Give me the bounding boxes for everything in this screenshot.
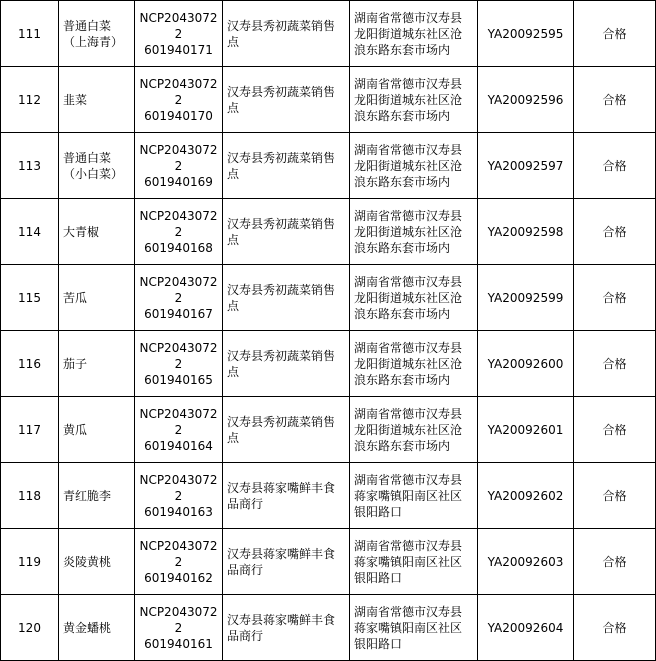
- sample-code-line: 601940161: [144, 636, 213, 651]
- sample-name-line: （小白菜）: [63, 166, 124, 181]
- sample-name-cell: [59, 331, 135, 397]
- row-number-cell: 118: [1, 463, 59, 529]
- vendor-address-cell: 湖南省常德市汉寿县蒋家嘴镇阳南区社区银阳路口: [350, 529, 478, 595]
- sample-name-cell: [59, 529, 135, 595]
- report-number-cell: YA20092602: [478, 463, 574, 529]
- table-row: [1, 529, 656, 595]
- row-number-cell: 115: [1, 265, 59, 331]
- sample-code-line: 601940162: [144, 570, 213, 585]
- sample-name-line: 青红脆李: [63, 488, 112, 503]
- table-row: [1, 1, 656, 67]
- table-row: [1, 265, 656, 331]
- sample-code-line: 601940165: [144, 372, 213, 387]
- sample-name-line: 炎陵黄桃: [63, 554, 112, 569]
- sample-code-line: NCP20430722: [139, 10, 218, 41]
- sample-code-line: NCP20430722: [139, 604, 218, 635]
- result-cell: 合格: [574, 331, 656, 397]
- row-number-cell: 112: [1, 67, 59, 133]
- sample-code-line: 601940164: [144, 438, 213, 453]
- sample-code-cell: [135, 133, 223, 199]
- vendor-name-cell: 汉寿县秀初蔬菜销售点: [223, 199, 350, 265]
- sample-code-line: NCP20430722: [139, 208, 218, 239]
- vendor-name-cell: 汉寿县蒋家嘴鲜丰食品商行: [223, 595, 350, 661]
- table-row: [1, 331, 656, 397]
- report-number-cell: YA20092595: [478, 1, 574, 67]
- vendor-address-cell: 湖南省常德市汉寿县龙阳街道城东社区沧浪东路东套市场内: [350, 67, 478, 133]
- report-number-cell: YA20092596: [478, 67, 574, 133]
- sample-name-cell: [59, 397, 135, 463]
- row-number-cell: 111: [1, 1, 59, 67]
- sample-code-line: NCP20430722: [139, 538, 218, 569]
- result-cell: 合格: [574, 67, 656, 133]
- table-row: [1, 199, 656, 265]
- row-number-cell: 116: [1, 331, 59, 397]
- table-row: [1, 463, 656, 529]
- sample-code-cell: [135, 463, 223, 529]
- row-number-cell: 114: [1, 199, 59, 265]
- vendor-name-cell: 汉寿县秀初蔬菜销售点: [223, 133, 350, 199]
- sample-name-line: 茄子: [63, 356, 88, 371]
- sample-name-line: 韭菜: [63, 92, 88, 107]
- sample-code-cell: [135, 199, 223, 265]
- table-row: [1, 133, 656, 199]
- sample-code-cell: [135, 397, 223, 463]
- vendor-name-cell: 汉寿县蒋家嘴鲜丰食品商行: [223, 463, 350, 529]
- table-row: [1, 67, 656, 133]
- sample-name-cell: [59, 133, 135, 199]
- vendor-name-cell: 汉寿县秀初蔬菜销售点: [223, 397, 350, 463]
- result-cell: 合格: [574, 133, 656, 199]
- sample-name-cell: [59, 199, 135, 265]
- vendor-address-cell: 湖南省常德市汉寿县龙阳街道城东社区沧浪东路东套市场内: [350, 265, 478, 331]
- table-row: [1, 397, 656, 463]
- table-row: [1, 595, 656, 661]
- vendor-address-cell: 湖南省常德市汉寿县龙阳街道城东社区沧浪东路东套市场内: [350, 1, 478, 67]
- sample-code-cell: [135, 67, 223, 133]
- sample-code-cell: [135, 265, 223, 331]
- report-number-cell: YA20092603: [478, 529, 574, 595]
- sample-name-line: 普通白菜: [63, 150, 112, 165]
- vendor-name-cell: 汉寿县蒋家嘴鲜丰食品商行: [223, 529, 350, 595]
- report-number-cell: YA20092601: [478, 397, 574, 463]
- sample-code-line: NCP20430722: [139, 274, 218, 305]
- sample-code-line: 601940168: [144, 240, 213, 255]
- sample-code-line: 601940167: [144, 306, 213, 321]
- row-number-cell: 120: [1, 595, 59, 661]
- sample-code-line: NCP20430722: [139, 340, 218, 371]
- report-number-cell: YA20092604: [478, 595, 574, 661]
- vendor-address-cell: 湖南省常德市汉寿县蒋家嘴镇阳南区社区银阳路口: [350, 463, 478, 529]
- sample-code-line: 601940163: [144, 504, 213, 519]
- sample-name-line: 大青椒: [63, 224, 100, 239]
- sample-code-line: NCP20430722: [139, 76, 218, 107]
- result-cell: 合格: [574, 595, 656, 661]
- result-cell: 合格: [574, 199, 656, 265]
- sample-name-line: 普通白菜: [63, 18, 112, 33]
- sample-name-line: 黄瓜: [63, 422, 88, 437]
- result-cell: 合格: [574, 529, 656, 595]
- result-cell: 合格: [574, 463, 656, 529]
- vendor-name-cell: 汉寿县秀初蔬菜销售点: [223, 1, 350, 67]
- sample-code-line: NCP20430722: [139, 406, 218, 437]
- result-cell: 合格: [574, 265, 656, 331]
- sample-code-line: 601940170: [144, 108, 213, 123]
- sample-name-cell: [59, 265, 135, 331]
- report-number-cell: YA20092599: [478, 265, 574, 331]
- sample-code-cell: [135, 529, 223, 595]
- report-number-cell: YA20092598: [478, 199, 574, 265]
- row-number-cell: 113: [1, 133, 59, 199]
- row-number-cell: 117: [1, 397, 59, 463]
- sample-code-line: 601940169: [144, 174, 213, 189]
- result-cell: 合格: [574, 1, 656, 67]
- sample-code-line: NCP20430722: [139, 472, 218, 503]
- sample-code-cell: [135, 1, 223, 67]
- sample-code-line: 601940171: [144, 42, 213, 57]
- sample-name-cell: [59, 595, 135, 661]
- report-number-cell: YA20092597: [478, 133, 574, 199]
- vendor-name-cell: 汉寿县秀初蔬菜销售点: [223, 265, 350, 331]
- row-number-cell: 119: [1, 529, 59, 595]
- sample-name-line: 黄金蟠桃: [63, 620, 112, 635]
- result-cell: 合格: [574, 397, 656, 463]
- sample-code-line: NCP20430722: [139, 142, 218, 173]
- sample-name-line: （上海青）: [63, 34, 124, 49]
- report-number-cell: YA20092600: [478, 331, 574, 397]
- vendor-name-cell: 汉寿县秀初蔬菜销售点: [223, 331, 350, 397]
- sample-name-cell: [59, 463, 135, 529]
- vendor-address-cell: 湖南省常德市汉寿县蒋家嘴镇阳南区社区银阳路口: [350, 595, 478, 661]
- vendor-address-cell: 湖南省常德市汉寿县龙阳街道城东社区沧浪东路东套市场内: [350, 331, 478, 397]
- vendor-address-cell: 湖南省常德市汉寿县龙阳街道城东社区沧浪东路东套市场内: [350, 199, 478, 265]
- vendor-address-cell: 湖南省常德市汉寿县龙阳街道城东社区沧浪东路东套市场内: [350, 397, 478, 463]
- sample-code-cell: [135, 331, 223, 397]
- vendor-name-cell: 汉寿县秀初蔬菜销售点: [223, 67, 350, 133]
- sample-code-cell: [135, 595, 223, 661]
- sample-name-cell: [59, 1, 135, 67]
- vendor-address-cell: 湖南省常德市汉寿县龙阳街道城东社区沧浪东路东套市场内: [350, 133, 478, 199]
- results-table-body: [1, 1, 656, 661]
- sample-name-cell: [59, 67, 135, 133]
- sample-name-line: 苦瓜: [63, 290, 88, 305]
